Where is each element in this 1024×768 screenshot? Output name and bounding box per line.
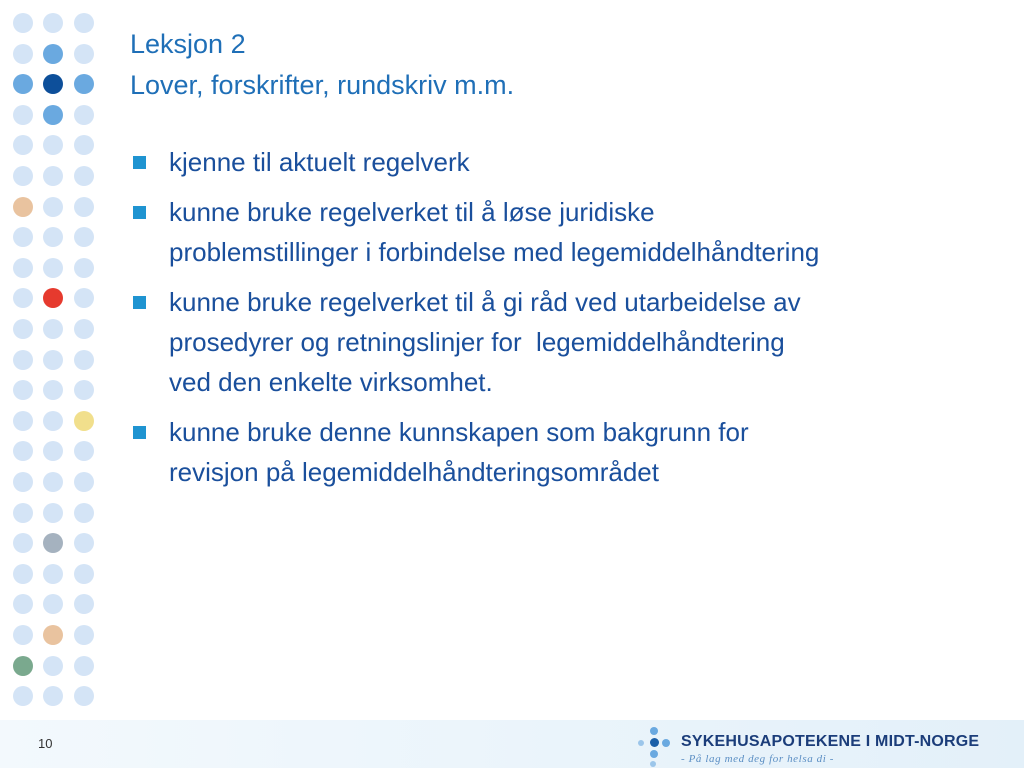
decorative-dot bbox=[13, 319, 33, 339]
decorative-dot bbox=[43, 564, 63, 584]
decorative-dot bbox=[13, 166, 33, 186]
slide-footer bbox=[0, 720, 1024, 768]
decorative-dot bbox=[13, 503, 33, 523]
slide-title bbox=[130, 24, 514, 106]
decorative-dot bbox=[74, 74, 94, 94]
decorative-dot bbox=[43, 533, 63, 553]
decorative-dot bbox=[13, 197, 33, 217]
decorative-dot bbox=[13, 594, 33, 614]
square-bullet-icon bbox=[133, 156, 146, 169]
decorative-dot bbox=[74, 288, 94, 308]
decorative-dot bbox=[74, 44, 94, 64]
decorative-dot bbox=[74, 166, 94, 186]
decorative-dot bbox=[43, 105, 63, 125]
decorative-dot bbox=[74, 227, 94, 247]
decorative-dot bbox=[74, 411, 94, 431]
decorative-dot bbox=[74, 105, 94, 125]
decorative-dot bbox=[74, 319, 94, 339]
decorative-dot bbox=[74, 135, 94, 155]
decorative-dot bbox=[13, 686, 33, 706]
bullet-list bbox=[130, 142, 990, 502]
organization-logo bbox=[635, 727, 995, 767]
decorative-dot bbox=[43, 319, 63, 339]
bullet-text-line: problemstillinger i forbindelse med legemiddelhåndtering bbox=[169, 237, 820, 267]
bullet-text-line: kunne bruke denne kunnskapen som bakgrunn for bbox=[169, 417, 749, 447]
decorative-dot bbox=[13, 625, 33, 645]
square-bullet-icon bbox=[133, 206, 146, 219]
decorative-dot bbox=[13, 105, 33, 125]
decorative-dot bbox=[43, 135, 63, 155]
decorative-dot bbox=[74, 197, 94, 217]
bullet-text-line: kunne bruke regelverket til å gi råd ved utarbeidelse av bbox=[169, 287, 801, 317]
bullet-text-line: prosedyrer og retningslinjer for legemiddelhåndtering bbox=[169, 327, 785, 357]
bullet-item bbox=[130, 142, 990, 182]
decorative-dot bbox=[74, 13, 94, 33]
bullet-item bbox=[130, 282, 990, 402]
decorative-dot bbox=[13, 288, 33, 308]
decorative-dot bbox=[43, 197, 63, 217]
decorative-dot bbox=[74, 656, 94, 676]
bullet-text-line: kjenne til aktuelt regelverk bbox=[169, 147, 470, 177]
decorative-dot bbox=[43, 625, 63, 645]
decorative-dot bbox=[43, 350, 63, 370]
decorative-dot bbox=[43, 472, 63, 492]
decorative-dot bbox=[43, 656, 63, 676]
decorative-dot bbox=[13, 74, 33, 94]
decorative-dot bbox=[13, 656, 33, 676]
decorative-dot bbox=[74, 686, 94, 706]
decorative-dot bbox=[43, 288, 63, 308]
decorative-dot-grid bbox=[0, 0, 110, 720]
decorative-dot bbox=[43, 166, 63, 186]
decorative-dot bbox=[13, 380, 33, 400]
organization-name: SYKEHUSAPOTEKENE I MIDT-NORGE bbox=[681, 733, 980, 750]
decorative-dot bbox=[43, 411, 63, 431]
decorative-dot bbox=[74, 258, 94, 278]
decorative-dot bbox=[74, 503, 94, 523]
decorative-dot bbox=[43, 44, 63, 64]
decorative-dot bbox=[43, 594, 63, 614]
bullet-item bbox=[130, 192, 990, 272]
decorative-dot bbox=[13, 258, 33, 278]
decorative-dot bbox=[43, 380, 63, 400]
decorative-dot bbox=[74, 594, 94, 614]
decorative-dot bbox=[43, 227, 63, 247]
decorative-dot bbox=[74, 380, 94, 400]
decorative-dot bbox=[13, 533, 33, 553]
decorative-dot bbox=[13, 227, 33, 247]
decorative-dot bbox=[43, 74, 63, 94]
square-bullet-icon bbox=[133, 296, 146, 309]
decorative-dot bbox=[74, 564, 94, 584]
decorative-dot bbox=[13, 441, 33, 461]
decorative-dot bbox=[74, 625, 94, 645]
slide-title-line-1: Leksjon 2 bbox=[130, 29, 246, 59]
organization-tagline: - På lag med deg for helsa di - bbox=[681, 753, 835, 765]
cross-dots-logo-icon bbox=[635, 727, 675, 767]
decorative-dot bbox=[74, 472, 94, 492]
bullet-text-line: kunne bruke regelverket til å løse juridiske bbox=[169, 197, 655, 227]
page-number: 10 bbox=[38, 736, 53, 751]
decorative-dot bbox=[43, 503, 63, 523]
decorative-dot bbox=[43, 441, 63, 461]
decorative-dot bbox=[13, 564, 33, 584]
decorative-dot bbox=[74, 533, 94, 553]
bullet-text-line: ved den enkelte virksomhet. bbox=[169, 367, 493, 397]
slide-title-line-2: Lover, forskrifter, rundskriv m.m. bbox=[130, 70, 515, 100]
bullet-item bbox=[130, 412, 990, 492]
decorative-dot bbox=[43, 686, 63, 706]
bullet-text-line: revisjon på legemiddelhåndteringsområdet bbox=[169, 457, 659, 487]
square-bullet-icon bbox=[133, 426, 146, 439]
decorative-dot bbox=[13, 472, 33, 492]
decorative-dot bbox=[43, 258, 63, 278]
decorative-dot bbox=[13, 44, 33, 64]
decorative-dot bbox=[13, 135, 33, 155]
decorative-dot bbox=[74, 441, 94, 461]
decorative-dot bbox=[13, 350, 33, 370]
decorative-dot bbox=[74, 350, 94, 370]
decorative-dot bbox=[13, 13, 33, 33]
decorative-dot bbox=[43, 13, 63, 33]
decorative-dot bbox=[13, 411, 33, 431]
